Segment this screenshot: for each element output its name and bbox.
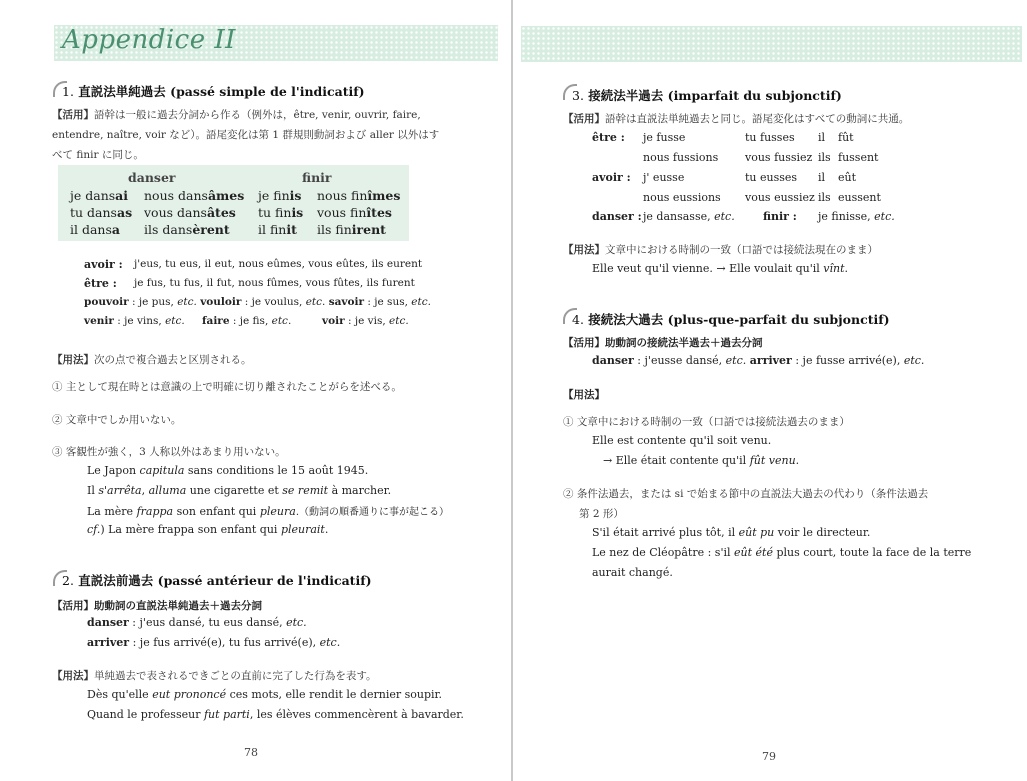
left-page (0, 0, 511, 781)
conj-cell: ils (818, 151, 831, 164)
usage-point-2: ② 条件法過去，または si で始まる節中の直説法大過去の代わり（条件法過去 (563, 488, 929, 500)
page-number: 78 (244, 746, 258, 759)
danser-label: danser (128, 170, 176, 185)
usage-point-2: ② 文章中でしか用いない。 (52, 414, 182, 426)
irr-line-4b: faire : je fis, etc. (202, 315, 292, 327)
conj-cell: eût (838, 171, 857, 184)
conj-cell: nous finîmes (317, 188, 401, 203)
usage-point-1: ① 文章中における時制の一致（口語では接続法過去のまま） (563, 416, 850, 428)
conj-cell: nous fussions (643, 151, 719, 164)
verb-label: avoir : (592, 171, 631, 184)
example-sentence: Le Japon capitula sans conditions le 15 août 1945. (87, 464, 369, 477)
example-sentence: → Elle était contente qu'il fût venu. (603, 454, 800, 467)
katsuyo-line-3: べて finir に同じ。 (52, 149, 144, 161)
conj-cell: vous dansâtes (144, 205, 236, 220)
katsuyo-line-1: 【活用】語幹は一般に過去分詞から作る（例外は，être, venir, ouvrir, faire, (52, 109, 421, 121)
conj-cell: j' eusse (643, 171, 685, 184)
example-sentence: aurait changé. (592, 566, 673, 579)
yoho-line: 【用法】文章中における時制の一致（口語では接続法現在のまま） (563, 244, 878, 256)
example-sentence: Elle est contente qu'il soit venu. (592, 434, 772, 447)
irr-label: avoir : (84, 258, 123, 271)
conj-cell: ils dansèrent (144, 222, 230, 237)
conj-cell: il finit (258, 222, 297, 237)
irr-text: j'eus, tu eus, il eut, nous eûmes, vous eûtes, ils eurent (134, 258, 423, 270)
irr-line-4c: voir : je vis, etc. (322, 315, 409, 327)
yoho-line: 【用法】次の点で複合過去と区別される。 (52, 354, 252, 366)
header-band (521, 26, 1022, 62)
katsuyo-line: 【活用】助動詞の直説法単純過去＋過去分詞 (52, 600, 262, 612)
conj-cell: ils (818, 191, 831, 204)
conj-example: danser : j'eusse dansé, etc. arriver : je fusse arrivé(e), etc. (592, 354, 925, 367)
finir-label: finir (302, 170, 332, 185)
example-sentence: cf.) La mère frappa son enfant qui pleurait. (87, 523, 329, 536)
conj-cell: il (818, 171, 826, 184)
irr-text: je fus, tu fus, il fut, nous fûmes, vous fûtes, ils furent (134, 277, 415, 289)
katsuyo-line-2: entendre, naître, voir など）。語尾変化は第 1 群規則動詞および aller 以外はす (52, 129, 440, 141)
section-1-heading: 1. 直説法単純過去 (passé simple de l'indicatif) (62, 84, 365, 99)
irr-line-4: venir : je vins, etc. (84, 315, 185, 327)
section-3-heading: 3. 接続法半過去 (imparfait du subjonctif) (572, 88, 842, 103)
section-4-heading: 4. 接続法大過去 (plus-que-parfait du subjonctif) (572, 312, 890, 327)
conj-cell: il (818, 131, 826, 144)
conj-cell: nous eussions (643, 191, 721, 204)
irr-line-3: pouvoir : je pus, etc. vouloir : je voulus, etc. savoir : je sus, etc. (84, 296, 431, 308)
conj-cell: tu eusses (745, 171, 798, 184)
conj-cell: fût (838, 131, 854, 144)
conj-cell: fussent (838, 151, 879, 164)
header-band (54, 25, 498, 61)
conj-cell: vous eussiez (745, 191, 815, 204)
verb-label: finir : (763, 210, 797, 223)
example-sentence: Dès qu'elle eut prononcé ces mots, elle rendit le dernier soupir. (87, 688, 443, 701)
example-sentence: Elle veut qu'il vienne. → Elle voulait qu'il vînt. (592, 262, 849, 275)
conj-cell: ils finirent (317, 222, 386, 237)
yoho-tag: 【用法】 (563, 389, 605, 401)
conj-cell: tu finis (258, 205, 304, 220)
example-sentence: Le nez de Cléopâtre : s'il eût été plus court, toute la face de la terre (592, 546, 972, 559)
usage-point-2-cont: 第 2 形） (579, 508, 624, 520)
usage-point-1: ① 主として現在時とは意識の上で明確に切り離されたことがらを述べる。 (52, 381, 402, 393)
right-page (513, 0, 1027, 781)
appendix-title: Appendice II (62, 25, 236, 55)
example-sentence: La mère frappa son enfant qui pleura.（動詞の順番通りに事が起こる） (87, 505, 449, 518)
verb-label: danser : (592, 210, 642, 223)
conj-cell: je dansai (70, 188, 129, 203)
conj-cell: je finis (258, 188, 302, 203)
conj-cell: tu dansas (70, 205, 133, 220)
irr-label: être : (84, 277, 117, 290)
example-sentence: S'il était arrivé plus tôt, il eût pu voir le directeur. (592, 526, 871, 539)
katsuyo-line: 【活用】語幹は直説法単純過去と同じ。語尾変化はすべての動詞に共通。 (563, 113, 910, 125)
conj-cell: vous finîtes (317, 205, 392, 220)
example-sentence: Il s'arrêta, alluma une cigarette et se remit à marcher. (87, 484, 392, 497)
conj-cell: vous fussiez (745, 151, 813, 164)
conj-example: arriver : je fus arrivé(e), tu fus arrivé(e), etc. (87, 636, 341, 649)
conj-cell: je finisse, etc. (818, 210, 895, 223)
conj-example: danser : j'eus dansé, tu eus dansé, etc. (87, 616, 307, 629)
usage-point-3: ③ 客観性が強く，3 人称以外はあまり用いない。 (52, 446, 286, 458)
conj-cell: tu fusses (745, 131, 795, 144)
section-2-heading: 2. 直説法前過去 (passé antérieur de l'indicatif) (62, 573, 372, 588)
page-number: 79 (762, 750, 776, 763)
conj-cell: eussent (838, 191, 881, 204)
example-sentence: Quand le professeur fut parti, les élèves commencèrent à bavarder. (87, 708, 464, 721)
conj-cell: je dansasse, etc. (643, 210, 735, 223)
conj-cell: je fusse (643, 131, 686, 144)
verb-label: être : (592, 131, 625, 144)
yoho-line: 【用法】単純過去で表されるできごとの直前に完了した行為を表す。 (52, 670, 377, 682)
conj-cell: il dansa (70, 222, 120, 237)
katsuyo-line: 【活用】助動詞の接続法半過去＋過去分詞 (563, 337, 763, 349)
conj-cell: nous dansâmes (144, 188, 245, 203)
